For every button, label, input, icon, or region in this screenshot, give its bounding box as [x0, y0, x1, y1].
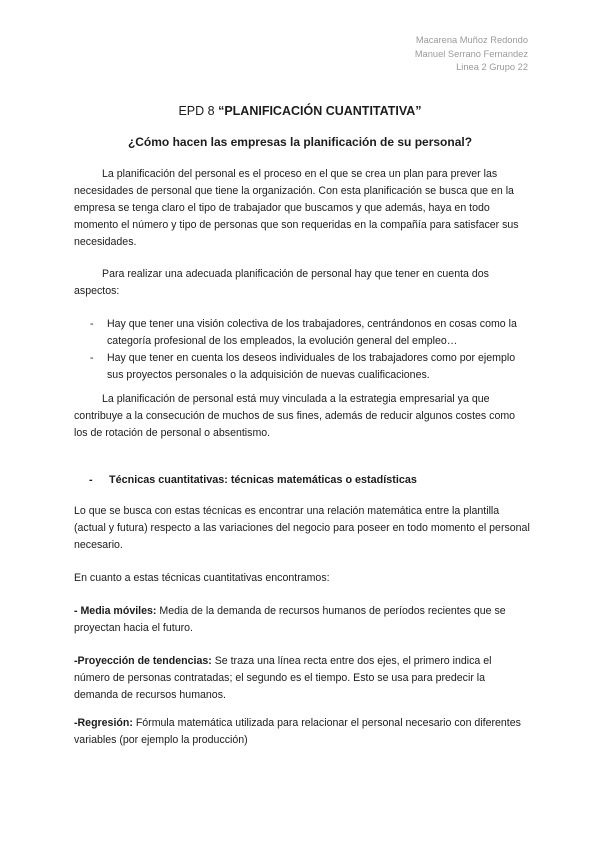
heading-text: Técnicas cuantitativas: técnicas matemáticas o estadísticas — [109, 474, 417, 486]
aspects-list — [74, 316, 530, 384]
document-title — [0, 104, 600, 118]
technique-description: Se traza una línea recta entre dos ejes, el primero indica el número de personas contratadas; el segundo es el tiempo. Esto se usa para predecir la demanda de recursos humanos. — [74, 655, 492, 701]
technique-term: -Proyección de tendencias: — [74, 655, 212, 667]
technique-description: Fórmula matemática utilizada para relacionar el personal necesario con diferentes variables (por ejemplo la producción) — [74, 717, 521, 746]
document-subtitle: ¿Cómo hacen las empresas la planificación de su personal? — [127, 135, 473, 149]
list-item — [74, 316, 530, 350]
list-item-text: Hay que tener en cuenta los deseos individuales de los trabajadores como por ejemplo sus proyectos personales o la adquisición de nuevas cualificaciones. — [107, 352, 516, 381]
list-item — [74, 350, 530, 384]
author-name-2: Manuel Serrano Fernandez — [414, 48, 528, 59]
author-name-1: Macarena Muñoz Redondo — [415, 35, 528, 45]
header-authors — [415, 34, 528, 75]
heading-dash: - — [89, 474, 93, 486]
technique-description: Media de la demanda de recursos humanos de períodos recientes que se proyectan hacia el futuro. — [74, 605, 506, 634]
group-label: Linea 2 Grupo 22 — [456, 62, 528, 72]
paragraph-4: Lo que se busca con estas técnicas es encontrar una relación matemática entre la plantilla (actual y futura) respecto a las variaciones del negocio para poseer en todo momento el personal necesario. — [74, 505, 530, 551]
technique-term: - Media móviles: — [74, 605, 157, 617]
paragraph-5: En cuanto a estas técnicas cuantitativas encontramos: — [74, 572, 330, 584]
paragraph-3: La planificación de personal está muy vinculada a la estrategia empresarial ya que contribuye a la consecución de muchos de sus fines, además de reducir algunos costes como los de rotación de personal o absentismo. — [74, 393, 516, 439]
paragraph-2: Para realizar una adecuada planificación de personal hay que tener en cuenta dos aspectos: — [74, 268, 489, 297]
technique-trend-projection — [74, 653, 530, 704]
list-dash: - — [90, 352, 94, 364]
technique-regression — [74, 715, 530, 749]
list-item-text: Hay que tener una visión colectiva de los trabajadores, centrándonos en cosas como la categoría profesional de los empleados, la evolución general del empleo… — [107, 318, 517, 347]
paragraph-strategy — [74, 391, 530, 442]
paragraph-techniques-intro — [74, 503, 530, 554]
title-prefix: EPD 8 — [178, 104, 219, 118]
title-main: “PLANIFICACIÓN CUANTITATIVA” — [218, 104, 422, 118]
technique-term: -Regresión: — [74, 717, 133, 729]
paragraph-techniques-list-intro — [74, 570, 530, 587]
technique-moving-average — [74, 603, 530, 637]
paragraph-intro — [74, 166, 530, 251]
paragraph-1: La planificación del personal es el proceso en el que se crea un plan para prever las necesidades de personal que tiene la organización. Con esta planificación se busca que en la empresa se tenga claro el tipo de trabajador que buscamos y que además, haya en todo momento el número y tipo de personas que son requeridas en la compañía para satisfacer sus necesidades. — [74, 168, 519, 248]
paragraph-aspects — [74, 266, 530, 300]
section-heading — [89, 474, 417, 486]
list-dash: - — [90, 318, 94, 330]
